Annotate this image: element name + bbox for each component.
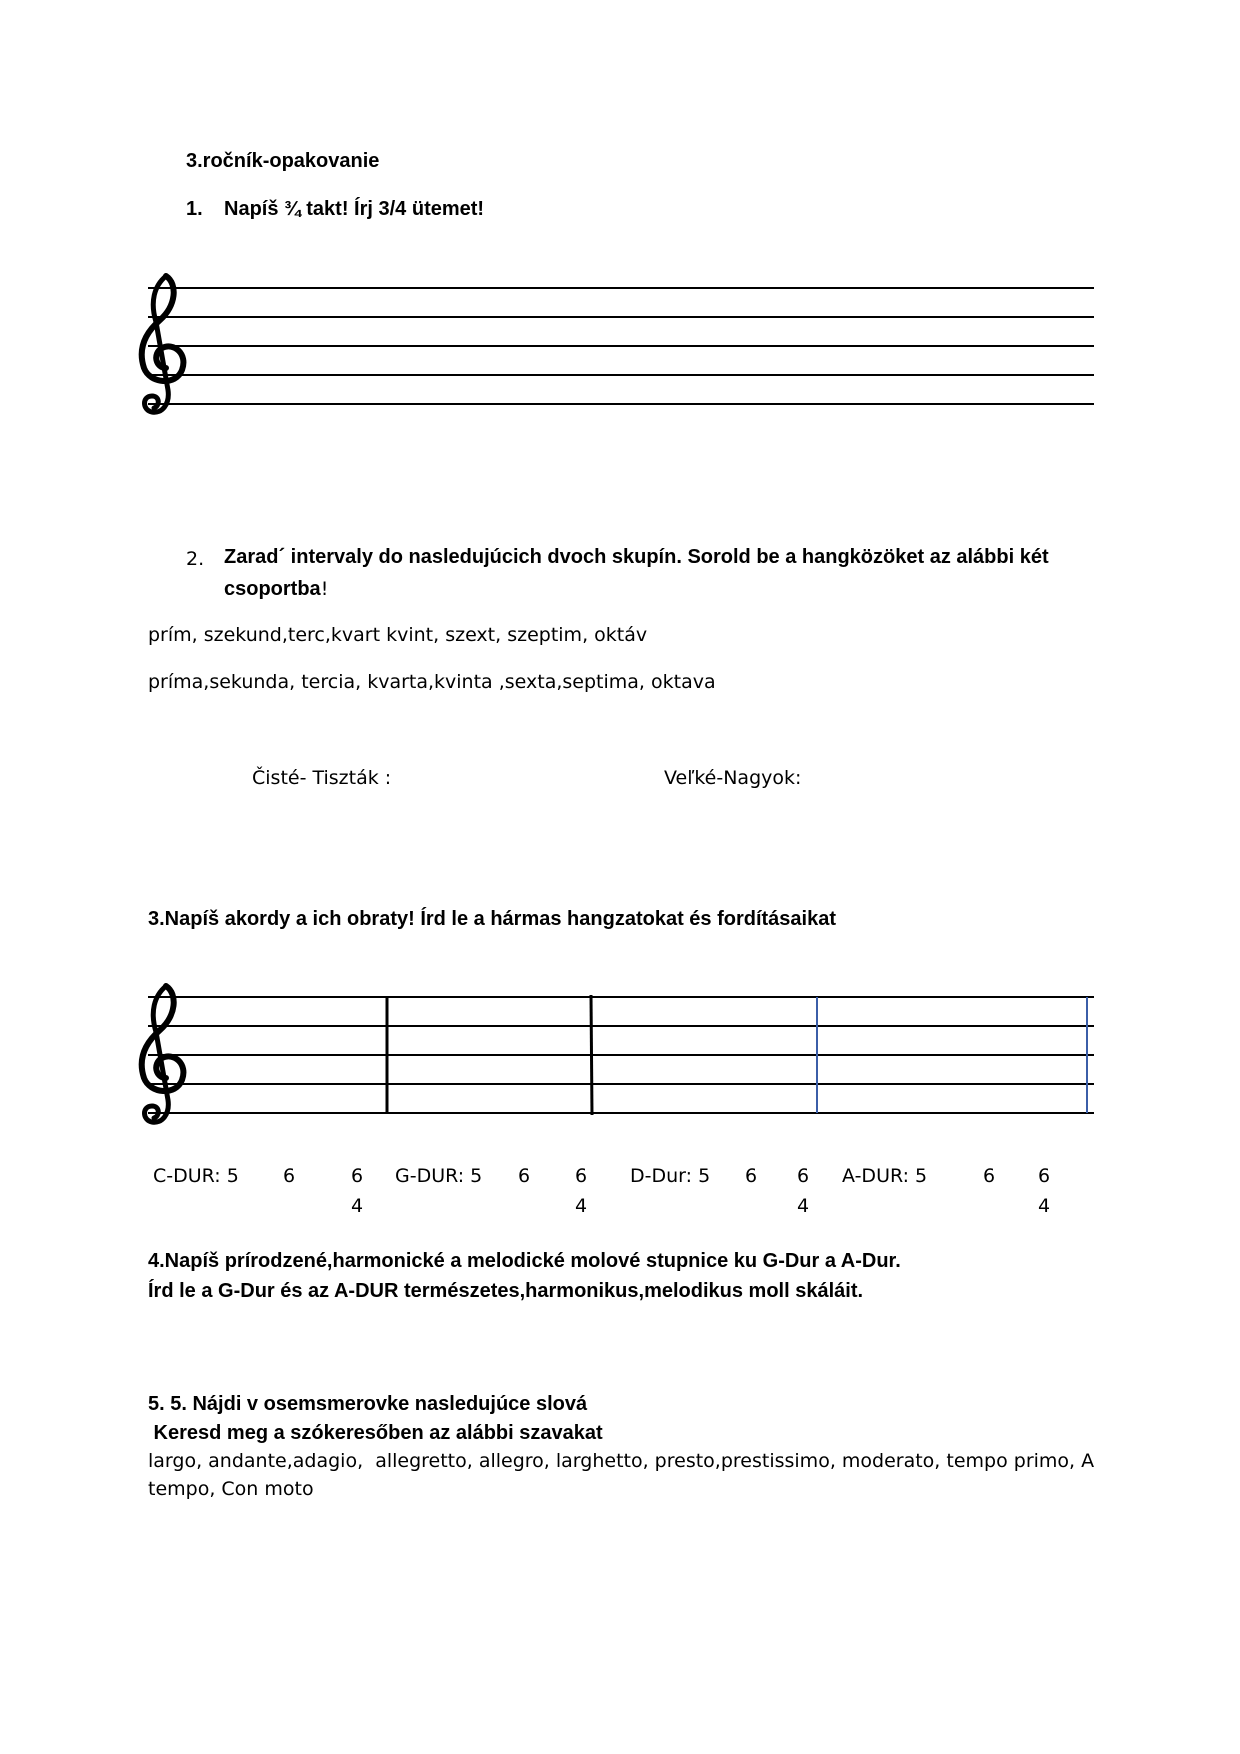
chord-inv1-a: 6 <box>983 1165 996 1187</box>
interval-list-sk: príma,sekunda, tercia, kvarta,kvinta ,sexta,septima, oktava <box>148 671 716 693</box>
chord-inv2-top-d: 6 <box>797 1165 810 1187</box>
task2-line2-rest: ! <box>320 578 329 600</box>
tempo-words-line2: tempo, Con moto <box>148 1478 314 1500</box>
treble-clef-icon <box>132 982 192 1132</box>
chord-inv2-bottom-c: 4 <box>351 1195 364 1217</box>
task5-line2: Keresd meg a szókeresőben az alábbi szavakat <box>148 1422 603 1444</box>
chord-inv2-top-c: 6 <box>351 1165 364 1187</box>
tempo-words-line1: largo, andante,adagio, allegretto, allegro, larghetto, presto,prestissimo, moderato, tempo primo, A <box>148 1450 1095 1472</box>
chord-label-a: A-DUR: 5 <box>842 1165 928 1187</box>
chord-inv2-bottom-g: 4 <box>575 1195 588 1217</box>
task2-number: 2. <box>186 548 205 570</box>
music-staff-1[interactable] <box>148 280 1098 420</box>
label-pure-intervals: Čisté- Tiszták : <box>252 767 392 789</box>
page-title: 3.ročník-opakovanie <box>186 150 380 172</box>
label-major-intervals: Veľké-Nagyok: <box>664 767 802 789</box>
task4-line1: 4.Napíš prírodzené,harmonické a melodické molové stupnice ku G-Dur a A-Dur. <box>148 1250 901 1272</box>
task2-line2 <box>224 578 328 601</box>
chord-inv2-top-a: 6 <box>1038 1165 1051 1187</box>
music-staff-2[interactable] <box>148 990 1098 1120</box>
task3-text: 3.Napíš akordy a ich obraty! Írd le a hármas hangzatokat és fordításaikat <box>148 908 837 930</box>
chord-inv2-bottom-d: 4 <box>797 1195 810 1217</box>
chord-inv2-bottom-a: 4 <box>1038 1195 1051 1217</box>
chord-inv1-c: 6 <box>283 1165 296 1187</box>
chord-inv2-top-g: 6 <box>575 1165 588 1187</box>
chord-label-c: C-DUR: 5 <box>153 1165 239 1187</box>
task1-number: 1. <box>186 198 203 220</box>
task4-line2: Írd le a G-Dur és az A-DUR természetes,harmonikus,melodikus moll skáláit. <box>148 1280 864 1302</box>
chord-inv1-d: 6 <box>745 1165 758 1187</box>
chord-label-g: G-DUR: 5 <box>395 1165 483 1187</box>
task1-text: Napíš ¾ takt! Írj 3/4 ütemet! <box>224 198 485 220</box>
task5-line1: 5. 5. Nájdi v osemsmerovke nasledujúce slová <box>148 1393 588 1415</box>
task2-line2-bold: csoportba <box>224 578 321 600</box>
chord-label-d: D-Dur: 5 <box>630 1165 711 1187</box>
treble-clef-icon <box>132 272 192 422</box>
interval-list-hu: prím, szekund,terc,kvart kvint, szext, szeptim, oktáv <box>148 624 648 646</box>
chord-inv1-g: 6 <box>518 1165 531 1187</box>
task2-line1: Zarad´ intervaly do nasledujúcich dvoch skupín. Sorold be a hangközöket az alábbi két <box>224 546 1049 568</box>
